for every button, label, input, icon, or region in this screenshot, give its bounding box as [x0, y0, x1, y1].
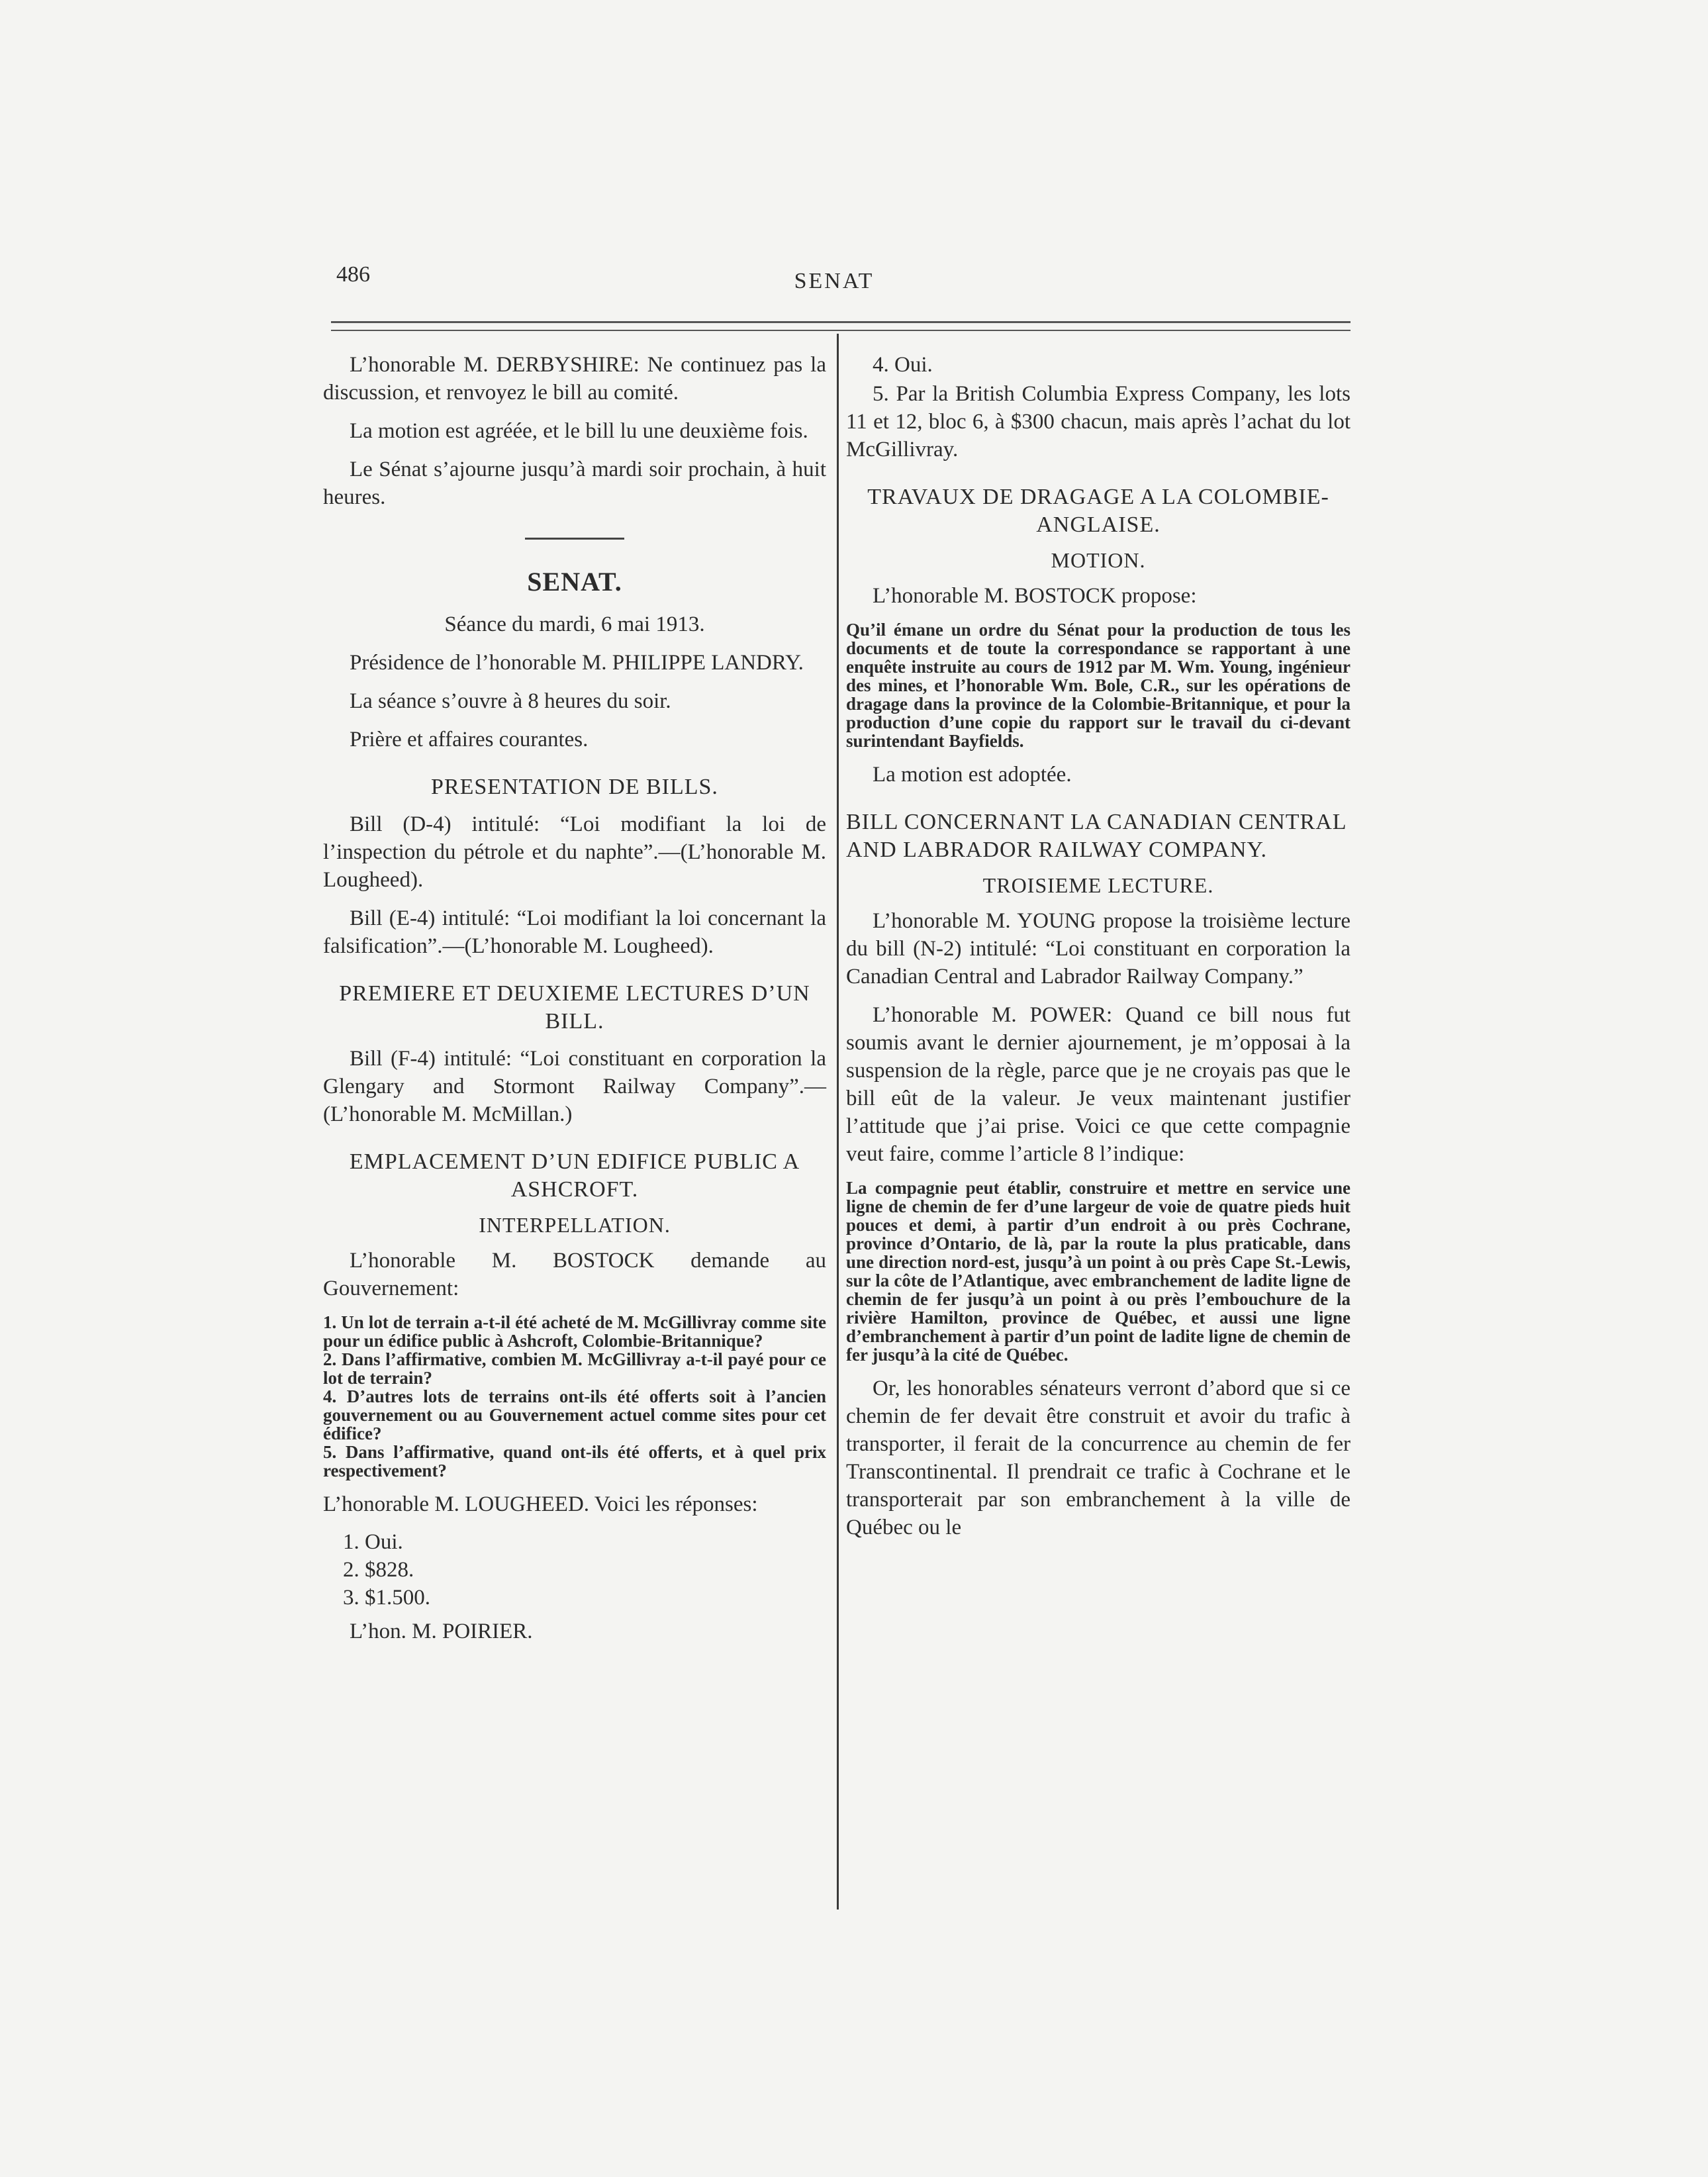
sitting-date: Séance du mardi, 6 mai 1913. — [444, 612, 705, 636]
answer-5: 5. Par la British Columbia Express Company, les lots 11 et 12, bloc 6, à $300 chacun, mais après l’achat du lot McGillivray. — [846, 382, 1351, 461]
closing-paragraph: Or, les honorables sénateurs verront d’abord que si ce chemin de fer devait être construit et avoir du trafic à transporter, il ferait de la concurrence au chemin de fer Transcontinental. Il prendrait ce trafic à Cochrane et le transporterait par son embranchement à la ville de Québec ou le — [846, 1377, 1351, 1539]
question-item: 5. Dans l’affirmative, quand ont-ils été offerts, et à quel prix respectivement? — [323, 1442, 826, 1480]
header-rule-thin — [331, 330, 1351, 331]
prayer-line: Prière et affaires courantes. — [350, 728, 589, 751]
bill-d4: Bill (D-4) intitulé: “Loi modifiant la loi de l’inspection du pétrole et du naphte”.—(L’honorable M. Lougheed). — [323, 812, 826, 892]
answer-item: 2. $828. — [343, 1558, 414, 1582]
header-rule — [331, 321, 1351, 323]
opening-time: La séance s’ouvre à 8 heures du soir. — [350, 689, 671, 713]
page-number: 486 — [336, 262, 370, 287]
bill-f4: Bill (F-4) intitulé: “Loi constituant en corporation la Glengary and Stormont Railway Company”.—(L’honorable M. McMillan.) — [323, 1047, 826, 1126]
poirier-line: L’hon. M. POIRIER. — [350, 1620, 533, 1643]
canadian-railway-heading: BILL CONCERNANT LA CANADIAN CENTRAL AND LABRADOR RAILWAY COMPANY. — [846, 810, 1347, 862]
dredging-heading: TRAVAUX DE DRAGAGE A LA COLOMBIE-ANGLAISE. — [867, 485, 1329, 537]
article-8-quote: La compagnie peut établir, construire et mettre en service une ligne de chemin de fer d’une largeur de voie de quatre pieds huit pouces et demi, à partir d’un endroit à ou près Cochrane, province d’Ontario, de là, par la route la plus praticable, dans une direction nord-est, jusqu’à un point à ou près Cape St.-Lewis, sur la côte de l’Atlantique, avec embranchement de ladite ligne de chemin de fer jusqu’à un point à ou près l’embouchure de la rivière Hamilton, province de Québec, et aussi une ligne d’embranchement à partir d’un point de ladite ligne de chemin de fer jusqu’à la cité de Québec. — [846, 1178, 1351, 1365]
young-proposes: L’honorable M. YOUNG propose la troisième lecture du bill (N-2) intitulé: “Loi constituant en corporation la Canadian Central and Labrador Railway Company.” — [846, 909, 1351, 989]
readings-heading: PREMIERE ET DEUXIEME LECTURES D’UN BILL. — [339, 981, 810, 1034]
column-separator — [837, 334, 839, 1910]
presentation-heading: PRESENTATION DE BILLS. — [431, 775, 718, 799]
lougheed-answers-intro: L’honorable M. LOUGHEED. Voici les réponses: — [323, 1492, 758, 1516]
bill-e4: Bill (E-4) intitulé: “Loi modifiant la loi concernant la falsification”.—(L’honorable M. Lougheed). — [323, 906, 826, 958]
question-item: 2. Dans l’affirmative, combien M. McGillivray a-t-il payé pour ce lot de terrain? — [323, 1349, 826, 1388]
question-item: 4. D’autres lots de terrains ont-ils été offerts soit à l’ancien gouvernement ou au Gouvernement actuel comme sites pour cet édifice? — [323, 1386, 826, 1443]
third-reading-heading: TROISIEME LECTURE. — [982, 873, 1214, 897]
answer-item: 3. $1.500. — [343, 1586, 430, 1610]
motion-adopted: La motion est adoptée. — [873, 763, 1072, 787]
motion-text: Qu’il émane un ordre du Sénat pour la production de tous les documents et de toute la correspondance se rapportant à une enquête instruite au cours de 1912 par M. Wm. Young, ingénieur des mines, et l’honorable Wm. Bole, C.R., sur les opérations de dragage dans la province de la Colombie-Britannique, et pour la production d’une copie du rapport sur le travail du ci-devant surintendant Bayfields. — [846, 620, 1351, 751]
answer-item: 1. Oui. — [343, 1530, 403, 1554]
senate-title: SENAT. — [527, 567, 622, 597]
derbyshire-remark: L’honorable M. DERBYSHIRE: Ne continuez pas la discussion, et renvoyez le bill au comité. — [323, 353, 826, 405]
answer-4: 4. Oui. — [873, 353, 933, 377]
power-speech: L’honorable M. POWER: Quand ce bill nous fut soumis avant le dernier ajournement, je m’opposai à la suspension de la règle, parce que je ne croyais pas que le bill eût de la valeur. Je veux maintenant justifier l’attitude que j’ai prise. Voici ce que cette compagnie veut faire, comme l’article 8 l’indique: — [846, 1003, 1351, 1166]
ashcroft-heading: EMPLACEMENT D’UN EDIFICE PUBLIC A ASHCROFT. — [349, 1149, 800, 1202]
right-column — [846, 351, 1351, 1552]
interpellation-heading: INTERPELLATION. — [479, 1213, 671, 1237]
presidency: Présidence de l’honorable M. PHILIPPE LANDRY. — [350, 651, 804, 675]
bostock-question-intro: L’honorable M. BOSTOCK demande au Gouvernement: — [323, 1249, 826, 1300]
section-divider — [525, 538, 624, 540]
left-column — [323, 351, 826, 1656]
question-list — [323, 1313, 826, 1480]
running-head: SENAT — [794, 269, 875, 293]
question-item: 1. Un lot de terrain a-t-il été acheté de M. McGillivray comme site pour un édifice public à Ashcroft, Colombie-Britannique? — [323, 1312, 826, 1351]
motion-heading: MOTION. — [1051, 548, 1146, 572]
adjournment: Le Sénat s’ajourne jusqu’à mardi soir prochain, à huit heures. — [323, 458, 826, 509]
bostock-proposes: L’honorable M. BOSTOCK propose: — [873, 584, 1197, 608]
motion-agreed: La motion est agréée, et le bill lu une deuxième fois. — [350, 419, 808, 443]
